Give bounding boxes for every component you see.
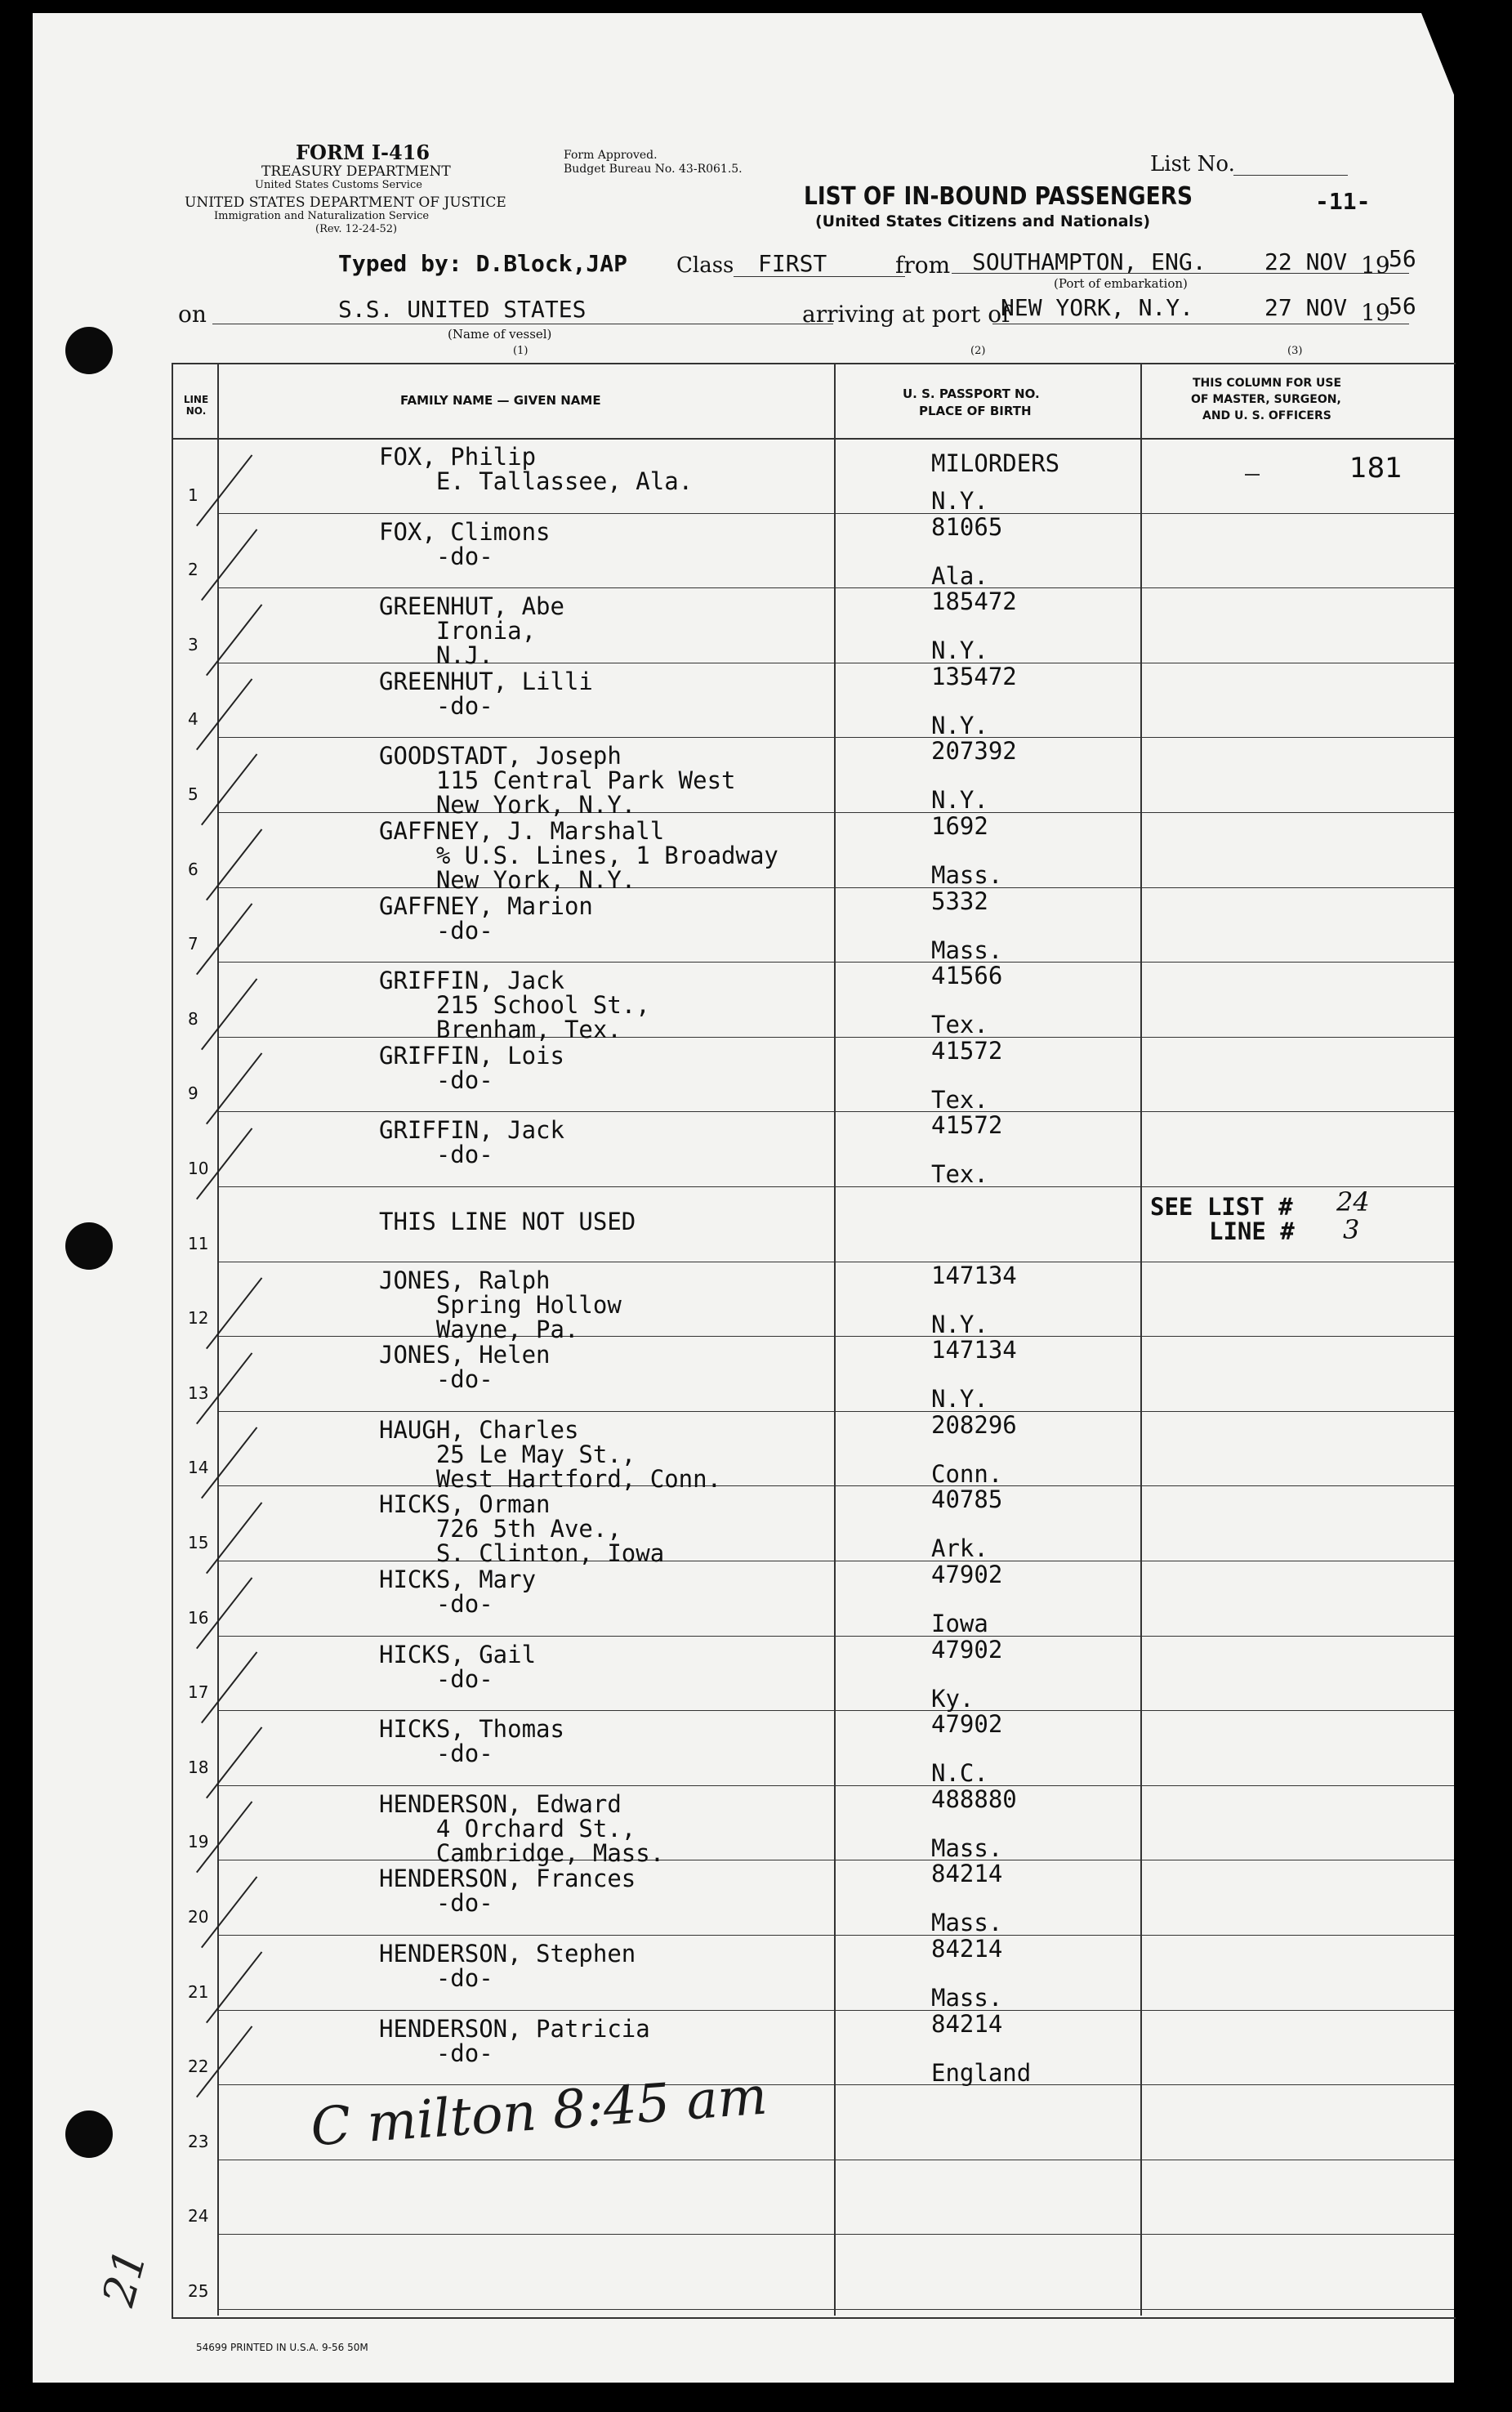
depart-year-prefix: 19 xyxy=(1361,252,1390,279)
passenger-address: 215 School St., Brenham, Tex. xyxy=(435,991,650,1044)
passenger-name: GRIFFIN, Jack xyxy=(379,967,564,995)
col3-number: (3) xyxy=(1287,345,1303,357)
place-of-birth: N.Y. xyxy=(931,487,988,515)
arrival-year: 56 xyxy=(1389,293,1416,319)
dept-ins: Immigration and Naturalization Service xyxy=(214,210,430,222)
col-passport-header: U. S. PASSPORT NO. xyxy=(903,386,1040,401)
passenger-name: GREENHUT, Lilli xyxy=(379,667,593,695)
vessel-name: S.S. UNITED STATES xyxy=(338,296,587,323)
passenger-address: -do- xyxy=(379,2039,493,2067)
col-officers-header-3: AND U. S. OFFICERS xyxy=(1202,409,1331,422)
place-of-birth: N.Y. xyxy=(931,711,988,739)
passenger-name: HENDERSON, Frances xyxy=(379,1865,636,1893)
line-number: 5 xyxy=(188,784,198,804)
passenger-name: GRIFFIN, Lois xyxy=(379,1041,564,1070)
list-no-value: -11- xyxy=(1315,188,1371,215)
handwritten-margin-number: 21 xyxy=(92,2244,157,2312)
passenger-address: 726 5th Ave., S. Clinton, Iowa xyxy=(435,1515,665,1568)
line-number: 17 xyxy=(188,1682,209,1703)
see-list-label: SEE LIST # xyxy=(1150,1193,1293,1221)
line-number: 6 xyxy=(188,859,198,879)
passenger-name: HENDERSON, Stephen xyxy=(379,1940,636,1968)
binder-hole-bottom xyxy=(65,2110,113,2158)
col-officers-header-1: THIS COLUMN FOR USE xyxy=(1193,377,1342,390)
line-number: 11 xyxy=(188,1233,209,1253)
passenger-address: Spring Hollow Wayne, Pa. xyxy=(435,1290,622,1343)
passport-number: 135472 xyxy=(931,662,1017,690)
passenger-address: 4 Orchard St., Cambridge, Mass. xyxy=(435,1814,665,1867)
vessel-caption: (Name of vessel) xyxy=(448,327,552,342)
from-label: from xyxy=(895,252,951,279)
passenger-name: FOX, Philip xyxy=(379,443,537,471)
line-number: 14 xyxy=(188,1458,209,1478)
passport-number: 84214 xyxy=(931,1935,1003,1963)
dept-customs: United States Customs Service xyxy=(255,179,422,191)
handwritten-arrival-note: C milton 8:45 am xyxy=(309,2066,769,2159)
col-officers-header-2: OF MASTER, SURGEON, xyxy=(1191,393,1341,406)
passenger-name: JONES, Ralph xyxy=(379,1266,551,1294)
line-number: 21 xyxy=(188,1981,209,2002)
binder-hole-top xyxy=(65,327,113,374)
form-subtitle: (United States Citizens and Nationals) xyxy=(815,212,1151,230)
passenger-address: -do- xyxy=(379,1065,493,1094)
officer-dash xyxy=(1245,474,1260,476)
place-of-birth: Conn. xyxy=(931,1459,1003,1488)
line-number: 22 xyxy=(188,2057,209,2077)
form-title: LIST OF IN-BOUND PASSENGERS xyxy=(804,182,1193,211)
passenger-name: GOODSTADT, Joseph xyxy=(379,742,622,770)
line-number: 24 xyxy=(188,2206,209,2227)
place-of-birth: Mass. xyxy=(931,936,1003,964)
place-of-birth: N.Y. xyxy=(931,636,988,665)
place-of-birth: Mass. xyxy=(931,861,1003,889)
on-label: on xyxy=(178,301,207,328)
passport-number: 47902 xyxy=(931,1561,1003,1588)
line-number: 23 xyxy=(188,2131,209,2151)
passenger-address: -do- xyxy=(379,542,493,570)
line-number: 16 xyxy=(188,1607,209,1628)
passport-number: 84214 xyxy=(931,2009,1003,2038)
budget-bureau: Budget Bureau No. 43-R061.5. xyxy=(564,163,743,176)
passenger-address: -do- xyxy=(379,1740,493,1768)
passport-number: 207392 xyxy=(931,737,1017,766)
line-number: 8 xyxy=(188,1008,198,1029)
line-number: 10 xyxy=(188,1159,209,1178)
class-value: FIRST xyxy=(758,250,827,277)
passenger-address: -do- xyxy=(379,1365,493,1394)
passenger-name: THIS LINE NOT USED xyxy=(379,1208,636,1235)
line-number: 7 xyxy=(188,934,198,954)
passport-number: 81065 xyxy=(931,512,1003,541)
col-birth-header: PLACE OF BIRTH xyxy=(919,404,1032,418)
passenger-name: FOX, Climons xyxy=(379,517,551,546)
folded-corner xyxy=(1421,13,1487,176)
form-page xyxy=(33,13,1454,2383)
place-of-birth: N.Y. xyxy=(931,786,988,815)
line-number: 18 xyxy=(188,1757,209,1777)
place-of-birth: Tex. xyxy=(931,1160,988,1189)
line-number: 9 xyxy=(188,1083,198,1104)
passport-number: 40785 xyxy=(931,1485,1003,1514)
passenger-address: % U.S. Lines, 1 Broadway New York, N.Y. xyxy=(435,842,778,894)
col1-number: (1) xyxy=(513,345,529,357)
dept-justice: UNITED STATES DEPARTMENT OF JUSTICE xyxy=(185,194,506,211)
place-of-birth: N.C. xyxy=(931,1759,988,1788)
typed-by: Typed by: D.Block,JAP xyxy=(338,250,628,277)
line-number: 25 xyxy=(188,2281,209,2301)
passenger-name: JONES, Helen xyxy=(379,1341,551,1369)
passport-number: MILORDERS xyxy=(931,449,1060,477)
passenger-name: HICKS, Gail xyxy=(379,1640,537,1668)
place-of-birth: Ky. xyxy=(931,1684,975,1713)
passport-number: 1692 xyxy=(931,812,988,840)
passenger-name: GREENHUT, Abe xyxy=(379,592,564,621)
passport-number: 208296 xyxy=(931,1410,1017,1439)
line-number: 15 xyxy=(188,1533,209,1552)
line-number: 1 xyxy=(188,485,198,505)
list-no-label: List No. xyxy=(1150,152,1235,176)
passenger-address: -do- xyxy=(379,1889,493,1918)
col-name-header: FAMILY NAME — GIVEN NAME xyxy=(400,393,601,408)
passenger-name: HAUGH, Charles xyxy=(379,1415,579,1444)
line-number: 4 xyxy=(188,709,198,730)
line-number: 13 xyxy=(188,1382,209,1403)
footer-printing: 54699 PRINTED IN U.S.A. 9-56 50M xyxy=(196,2342,368,2353)
passenger-address: -do- xyxy=(379,1590,493,1618)
place-of-birth: Tex. xyxy=(931,1085,988,1114)
passport-number: 47902 xyxy=(931,1635,1003,1664)
officer-note: 181 xyxy=(1349,452,1403,485)
see-line-label: LINE # xyxy=(1209,1217,1295,1245)
line-number: 19 xyxy=(188,1832,209,1852)
passenger-name: GRIFFIN, Jack xyxy=(379,1116,564,1145)
place-of-birth: N.Y. xyxy=(931,1310,988,1338)
passenger-name: GAFFNEY, Marion xyxy=(379,891,593,920)
passenger-address: 25 Le May St., West Hartford, Conn. xyxy=(435,1440,722,1493)
passenger-address: -do- xyxy=(379,691,493,720)
line-number: 3 xyxy=(188,634,198,654)
passenger-name: HENDERSON, Patricia xyxy=(379,2014,650,2043)
arriving-label: arriving at port of xyxy=(802,301,1010,328)
depart-date: 22 NOV xyxy=(1264,248,1348,275)
passenger-address: 115 Central Park West New York, N.Y. xyxy=(435,766,736,820)
place-of-birth: Ala. xyxy=(931,561,988,590)
embark-caption: (Port of embarkation) xyxy=(1054,276,1188,291)
arrival-port: NEW YORK, N.Y. xyxy=(1001,294,1194,321)
passenger-address: -do- xyxy=(379,1664,493,1693)
passport-number: 41566 xyxy=(931,962,1003,990)
place-of-birth: Mass. xyxy=(931,1909,1003,1937)
passport-number: 147134 xyxy=(931,1261,1017,1289)
form-approved: Form Approved. xyxy=(564,149,658,162)
class-label: Class xyxy=(676,253,734,278)
passport-number: 84214 xyxy=(931,1860,1003,1888)
passport-number: 5332 xyxy=(931,887,988,915)
place-of-birth: Mass. xyxy=(931,1984,1003,2012)
embark-port: SOUTHAMPTON, ENG. xyxy=(972,248,1206,275)
see-line-value: 3 xyxy=(1343,1214,1360,1245)
place-of-birth: England xyxy=(931,2058,1032,2087)
passport-number: 41572 xyxy=(931,1036,1003,1065)
passenger-name: HENDERSON, Edward xyxy=(379,1789,622,1818)
line-number: 2 xyxy=(188,560,198,580)
passport-number: 47902 xyxy=(931,1710,1003,1739)
col2-number: (2) xyxy=(970,345,986,357)
place-of-birth: N.Y. xyxy=(931,1385,988,1414)
arrival-date: 27 NOV xyxy=(1264,294,1348,321)
place-of-birth: Mass. xyxy=(931,1834,1003,1862)
form-number: FORM I-416 xyxy=(296,141,430,164)
passenger-address: -do- xyxy=(379,1964,493,1992)
place-of-birth: Tex. xyxy=(931,1011,988,1039)
binder-hole-middle xyxy=(65,1222,113,1270)
form-revision: (Rev. 12-24-52) xyxy=(315,223,398,235)
passenger-address: -do- xyxy=(379,916,493,945)
depart-year: 56 xyxy=(1389,245,1416,272)
passport-number: 488880 xyxy=(931,1784,1017,1813)
col-line-header: LINE NO. xyxy=(183,394,209,417)
passenger-address: Ironia, N.J. xyxy=(435,617,537,670)
passenger-table xyxy=(172,363,1456,2319)
place-of-birth: Iowa xyxy=(931,1610,988,1637)
passenger-name: HICKS, Thomas xyxy=(379,1715,564,1744)
line-number: 20 xyxy=(188,1907,209,1927)
passenger-name: GAFFNEY, J. Marshall xyxy=(379,817,665,845)
see-list-value: 24 xyxy=(1336,1186,1370,1217)
line-number: 12 xyxy=(188,1308,209,1329)
passenger-name: HICKS, Orman xyxy=(379,1490,551,1519)
passenger-address: -do- xyxy=(379,1141,493,1169)
place-of-birth: Ark. xyxy=(931,1534,988,1563)
arrival-year-prefix: 19 xyxy=(1361,299,1390,326)
passenger-name: HICKS, Mary xyxy=(379,1566,537,1593)
passport-number: 185472 xyxy=(931,587,1017,616)
passport-number: 41572 xyxy=(931,1111,1003,1140)
dept-treasury: TREASURY DEPARTMENT xyxy=(261,163,451,180)
passport-number: 147134 xyxy=(931,1336,1017,1365)
passenger-address: E. Tallassee, Ala. xyxy=(379,467,694,495)
